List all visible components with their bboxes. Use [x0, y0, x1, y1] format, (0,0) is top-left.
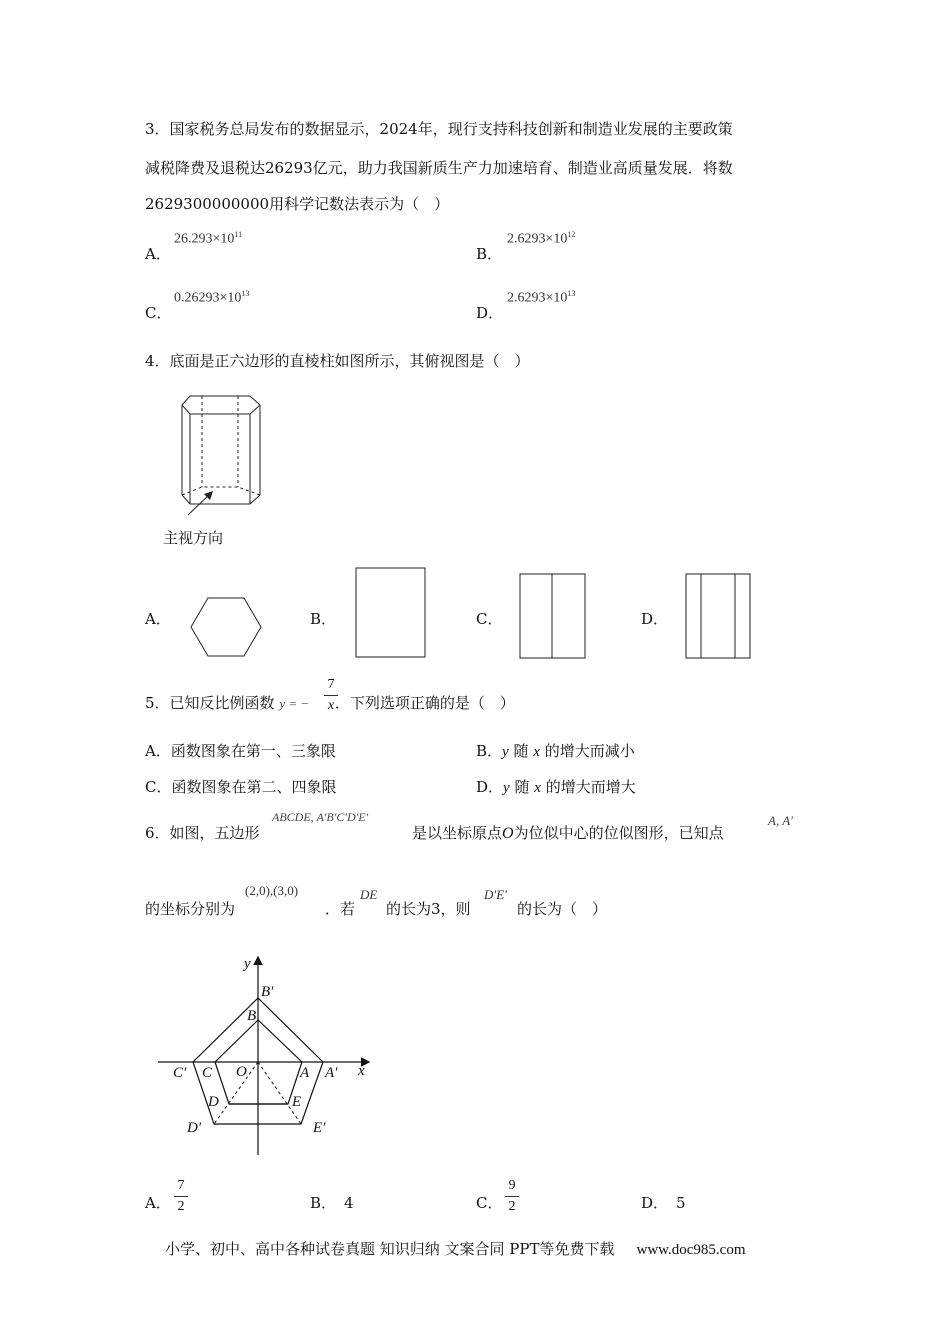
label-b: B [247, 1008, 257, 1024]
pentagon-names: ABCDE, A′B′C′D′E′ [272, 810, 369, 824]
label-x: x [358, 1063, 365, 1079]
function-lhs: y = − [279, 696, 310, 711]
q5-option-b: B．y 随 x 的增大而减小 [476, 742, 635, 760]
q6-stem-line2-d: 的长为（ ） [517, 900, 608, 918]
q3-option-a-label: A． [145, 245, 171, 263]
label-y: y [244, 956, 251, 972]
label-c: C [202, 1065, 213, 1081]
q5-stem: 5．已知反比例函数 y = − ．下列选项正确的是（ ） [145, 694, 515, 712]
homothety-figure [150, 950, 380, 1160]
q6-option-a-fraction: 7 2 [174, 1178, 188, 1215]
q3-option-b-label: B． [476, 245, 503, 263]
label-o: O [236, 1064, 247, 1080]
label-b1: B′ [261, 984, 274, 1000]
q5-option-a: A．函数图象在第一、三象限 [145, 742, 336, 760]
q4-stem: 4．底面是正六边形的直棱柱如图所示，其俯视图是（ ） [145, 352, 530, 370]
q6-stem-line1-a: 6．如图，五边形 [145, 824, 260, 842]
segment-de: DE [360, 887, 378, 902]
q6-stem-line2-a: 的坐标分别为 [145, 900, 236, 918]
label-d1: D′ [187, 1120, 202, 1136]
coords-text: (2,0),(3,0) [245, 883, 299, 898]
q6-option-a-label: A． [145, 1194, 171, 1212]
hex-prism-figure [160, 390, 280, 520]
label-d: D [208, 1094, 219, 1110]
q4-option-b-label: B． [310, 610, 337, 628]
rectangle-three-panels-shape [683, 572, 755, 660]
segment-d1e1: D′E′ [484, 887, 508, 902]
q3-option-c-label: C． [145, 304, 172, 322]
rectangle-two-panels-shape [517, 572, 591, 660]
q3-option-b-value: $2.6293\times 10^{12}$ [507, 230, 576, 247]
label-a1: A′ [325, 1065, 338, 1081]
q6-option-c-label: C． [476, 1194, 503, 1212]
hexagon-shape [185, 595, 265, 661]
label-e1: E′ [313, 1120, 326, 1136]
q3-stem-line3: 2629300000000用科学记数法表示为（ ） [145, 195, 450, 213]
q3-stem-line1: 3．国家税务总局发布的数据显示，2024年，现行支持科技创新和制造业发展的主要政策 [145, 120, 733, 138]
function-fraction: 7 x [324, 677, 338, 714]
q3-option-d-value: $2.6293\times 10^{13}$ [507, 289, 576, 306]
q4-option-c-label: C． [476, 610, 503, 628]
label-c1: C′ [173, 1065, 187, 1081]
q5-option-d: D．y 随 x 的增大而增大 [476, 778, 636, 796]
q4-option-d-label: D． [641, 610, 669, 628]
q6-stem-line1-b: 是以坐标原点O为位似中心的位似图形，已知点 [412, 824, 724, 842]
q5-option-c: C．函数图象在第二、四象限 [145, 778, 337, 796]
q6-stem-line2-b: ．若 [325, 900, 356, 918]
q6-stem-line2-c: 的长为3，则 [386, 900, 471, 918]
q3-option-a-value: $26.293\times 10^{11}$ [174, 230, 243, 247]
q6-option-b: B． 4 [310, 1194, 354, 1212]
q3-option-c-value: $0.26293\times 10^{13}$ [174, 289, 250, 306]
label-a: A [300, 1065, 310, 1081]
label-e: E [292, 1094, 302, 1110]
q3-option-d-label: D． [476, 304, 504, 322]
footer-text: 小学、初中、高中各种试卷真题 知识归纳 文案合同 PPT等免费下载 [165, 1240, 615, 1258]
page-footer [165, 1238, 746, 1259]
q6-option-c-fraction: 9 2 [505, 1178, 519, 1215]
points-a-a1: A, A′ [768, 813, 793, 828]
footer-url[interactable]: www.doc985.com [636, 1242, 746, 1258]
rectangle-shape [352, 565, 430, 661]
view-direction-caption: 主视方向 [163, 529, 224, 547]
q4-option-a-label: A． [145, 610, 171, 628]
q3-stem-line2: 减税降费及退税达26293亿元，助力我国新质生产力加速培育、制造业高质量发展．将数 [145, 159, 733, 177]
q6-option-d: D． 5 [641, 1194, 686, 1212]
